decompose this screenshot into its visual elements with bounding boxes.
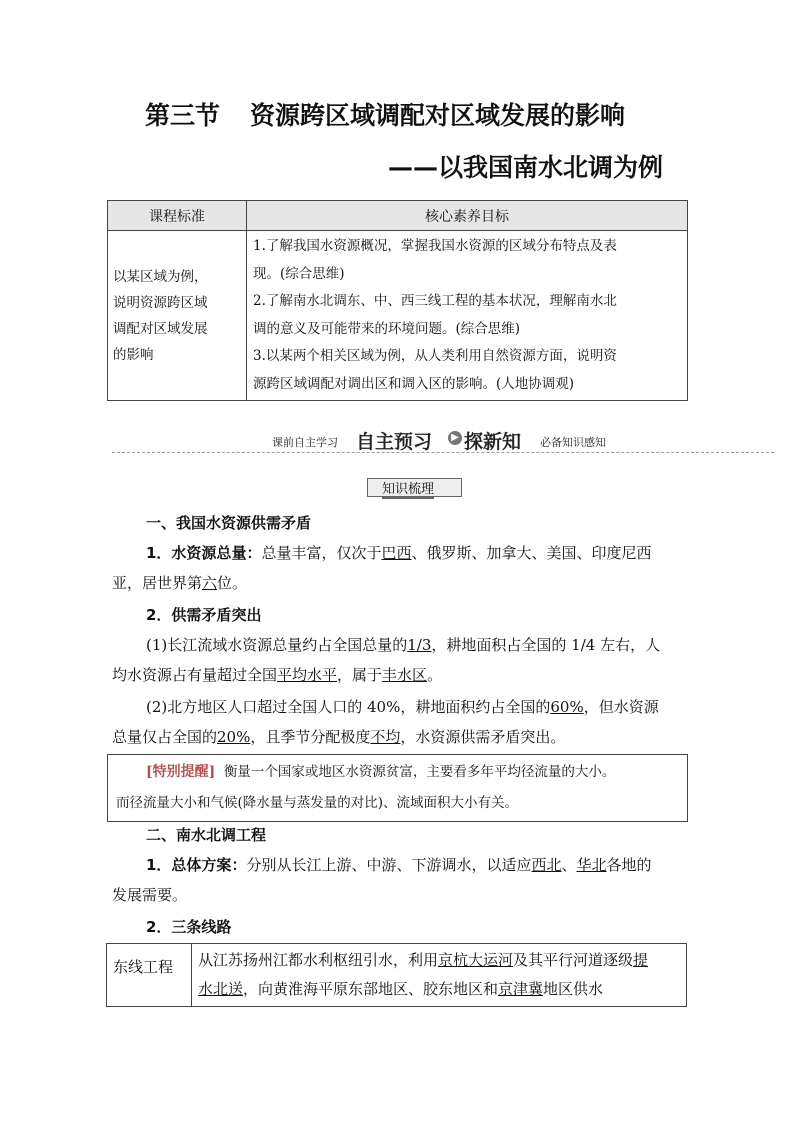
item-label: 1．水资源总量：: [146, 544, 262, 562]
text-span: ，向黄淮海平原东部地区、胶东地区和: [243, 980, 499, 998]
standard-line: 的影响: [113, 346, 154, 363]
key-term: 60%: [550, 698, 584, 716]
section1-item1-line2: [112, 572, 247, 593]
text-span: 衡量一个国家或地区水资源贫富，主要看多年平均径流量的大小。: [223, 764, 616, 780]
key-term: 西北: [531, 856, 562, 874]
section2-item1-line2: 发展需要。: [112, 886, 188, 904]
banner-right-caption: 必备知识感知: [540, 436, 606, 449]
section1-p2-line2: [112, 726, 565, 747]
key-term: 不均: [370, 728, 401, 746]
key-term: 提: [633, 951, 649, 969]
key-term: 六: [202, 574, 218, 592]
text-span: ，属于: [337, 666, 383, 684]
goal-line: 现。(综合思维): [253, 265, 345, 282]
header-course-standard: 课程标准: [108, 201, 247, 231]
arrow-icon: ▶: [448, 431, 462, 445]
course-standard-cell: [108, 231, 247, 401]
section-number: 第三节: [145, 101, 221, 130]
text-span: (1)长江流域水资源总量约占全国总量的: [146, 636, 408, 654]
section2-item2-heading: 2．三条线路: [146, 918, 232, 936]
tip-tag: [特别提醒]: [146, 764, 216, 780]
goal-line: 1.了解我国水资源概况，掌握我国水资源的区域分布特点及表: [253, 238, 617, 254]
key-term: 京津冀: [498, 980, 544, 998]
core-goals-cell: [247, 231, 688, 401]
section1-p1-line2: [112, 664, 442, 685]
section-banner: [112, 427, 774, 455]
banner-divider: [112, 452, 774, 453]
table-row: [107, 944, 687, 1007]
goal-line: 2.了解南水北调东、中、西三线工程的基本状况，理解南水北: [253, 293, 617, 309]
key-term: 1/3: [407, 636, 432, 654]
page-subtitle: ——以我国南水北调为例: [388, 153, 664, 182]
route-table: [106, 943, 687, 1007]
key-term: 京杭大运河: [438, 951, 514, 969]
standard-line: 以某区域为例，: [113, 268, 208, 285]
section1-p2-line1: [146, 696, 659, 717]
route-name: 东线工程: [107, 944, 192, 1007]
section1-p1-line1: [146, 634, 660, 655]
page-title: [145, 96, 625, 132]
text-span: 地区供水: [543, 980, 604, 998]
goal-line: 调的意义及可能带来的环境问题。(综合思维): [253, 320, 521, 337]
goal-line: 3.以某两个相关区域为例，从人类利用自然资源方面，说明资: [253, 348, 617, 364]
knowledge-label-box: [367, 478, 462, 497]
text-span: 均水资源占有量超过全国: [112, 666, 278, 684]
tip-line1: [146, 760, 615, 781]
text-span: 位。: [217, 574, 248, 592]
item-label: 1．总体方案：: [146, 856, 247, 874]
section1-item2-heading: 2．供需矛盾突出: [146, 606, 262, 624]
tip-line2: 而径流量大小和气候(降水量与蒸发量的对比)、流域面积大小有关。: [116, 795, 519, 811]
standard-line: 说明资源跨区域: [113, 294, 208, 311]
key-term: 水北送: [198, 980, 244, 998]
header-core-goals: 核心素养目标: [247, 201, 688, 231]
route-desc-line1: [198, 946, 680, 975]
standards-table: [107, 200, 688, 401]
key-term: 华北: [576, 856, 607, 874]
text-span: (2)北方地区人口超过全国人口的 40%，耕地面积约占全国的: [146, 698, 551, 716]
section2-heading: 二、南水北调工程: [146, 826, 267, 844]
goal-line: 源跨区域调配对调出区和调入区的影响。(人地协调观): [253, 375, 575, 392]
text-span: 。: [427, 666, 443, 684]
knowledge-label: 知识梳理: [382, 478, 434, 499]
text-span: ，耕地面积占全国的 1/4 左右，人: [431, 636, 661, 654]
text-span: 亚，居世界第: [112, 574, 203, 592]
section-title: 资源跨区域调配对区域发展的影响: [250, 101, 626, 130]
text-span: 及其平行河道逐级: [513, 951, 634, 969]
text-span: 、: [561, 856, 577, 874]
section1-item1-line1: [146, 542, 652, 563]
text-span: 分别从长江上游、中游、下游调水，以适应: [246, 856, 532, 874]
text-span: ，但水资源: [583, 698, 659, 716]
text-span: ，水资源供需矛盾突出。: [400, 728, 566, 746]
text-span: 从江苏扬州江都水利枢纽引水，利用: [198, 951, 439, 969]
banner-title-left: 自主预习: [356, 431, 433, 453]
text-span: 、俄罗斯、加拿大、美国、印度尼西: [411, 544, 652, 562]
banner-title-right: 探新知: [464, 431, 522, 453]
key-term: 20%: [217, 728, 251, 746]
text-span: 总量仅占全国的: [112, 728, 218, 746]
section2-item1-line1: [146, 854, 652, 875]
route-desc-line2: [198, 975, 680, 1004]
key-term: 平均水平: [277, 666, 338, 684]
text-span: 总量丰富，仅次于: [261, 544, 382, 562]
special-reminder-box: [107, 754, 688, 822]
key-term: 丰水区: [382, 666, 428, 684]
section1-heading: 一、我国水资源供需矛盾: [146, 514, 312, 532]
banner-left-caption: 课前自主学习: [272, 436, 338, 449]
text-span: ，且季节分配极度: [250, 728, 371, 746]
standard-line: 调配对区域发展: [113, 320, 208, 337]
route-description: [192, 944, 687, 1007]
key-term: 巴西: [381, 544, 412, 562]
text-span: 各地的: [606, 856, 652, 874]
